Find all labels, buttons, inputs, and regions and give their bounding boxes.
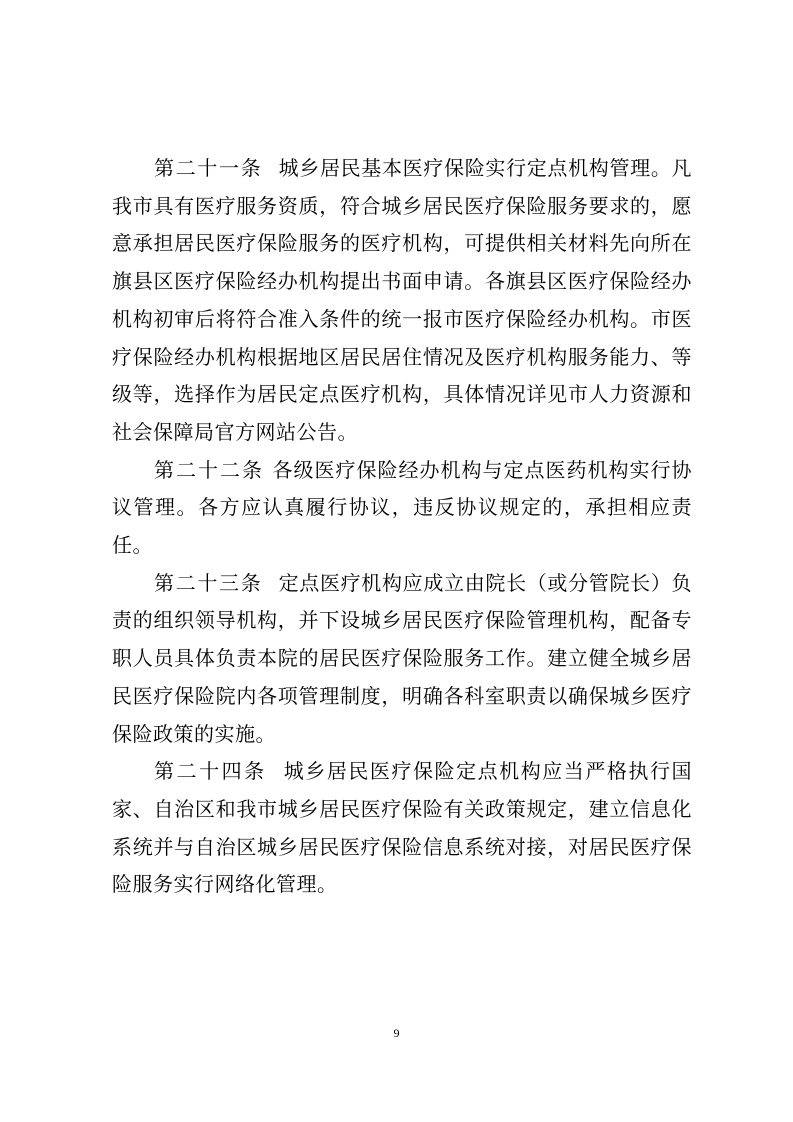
- article-text: 定点医疗机构应成立由院长（或分管院长）负责的组织领导机构，并下设城乡居民医疗保险管理机构，配备专职人员具体负责本院的居民医疗保险服务工作。建立健全城乡居民医疗保险院内各项管理制度，明确各科室职责以确保城乡医疗保险政策的实施。: [112, 570, 693, 746]
- article-number: 第二十三条: [154, 570, 263, 595]
- article-number: 第二十四条: [154, 759, 267, 784]
- article-23: [112, 565, 692, 754]
- article-number: 第二十一条: [154, 156, 263, 180]
- page-number: 9: [393, 1026, 400, 1040]
- article-text: 各级医疗保险经办机构与定点医药机构实行协议管理。各方应认真履行协议，违反协议规定的，承担相应责任。: [112, 457, 692, 558]
- document-body: [112, 150, 692, 904]
- article-number: 第二十二条: [154, 457, 264, 482]
- article-21: [112, 150, 692, 452]
- article-text: 城乡居民基本医疗保险实行定点机构管理。凡我市具有医疗服务资质，符合城乡居民医疗保险服务要求的，愿意承担居民医疗保险服务的医疗机构，可提供相关材料先向所在旗县区医疗保险经办机构提出书面申请。各旗县区医疗保险经办机构初审后将符合准入条件的统一报市医疗保险经办机构。市医疗保险经办机构根据地区居民居住情况及医疗机构服务能力、等级等，选择作为居民定点医疗机构，具体情况详见市人力资源和社会保障局官方网站公告。: [112, 156, 693, 444]
- article-22: [112, 452, 692, 565]
- article-text: 城乡居民医疗保险定点机构应当严格执行国家、自治区和我市城乡居民医疗保险有关政策规定，建立信息化系统并与自治区城乡居民医疗保险信息系统对接，对居民医疗保险服务实行网络化管理。: [112, 759, 693, 897]
- article-24: [112, 753, 692, 904]
